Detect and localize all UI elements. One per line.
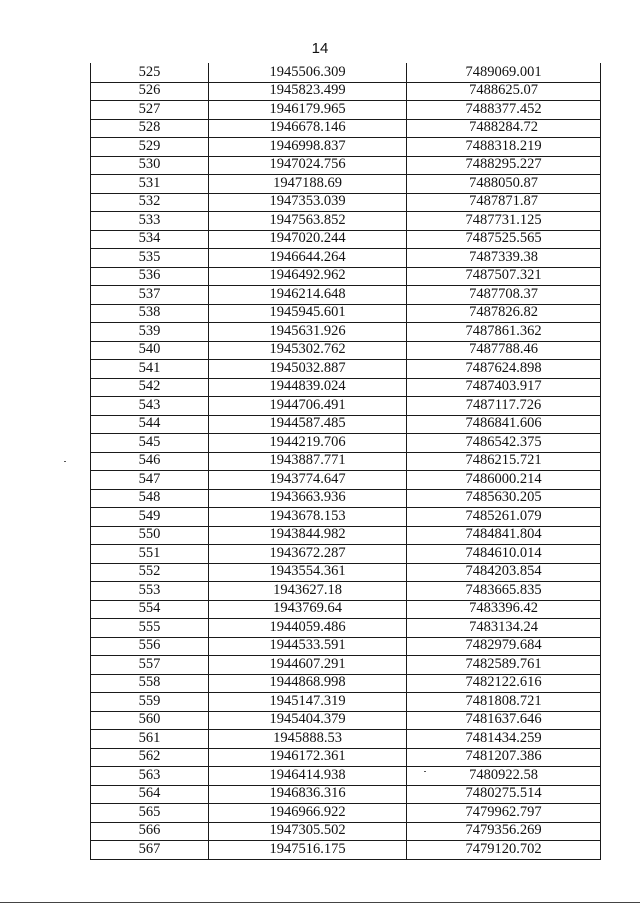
table-row <box>91 323 601 342</box>
table-row <box>91 674 601 693</box>
x-coordinate-cell: 1945404.379 <box>209 711 407 730</box>
x-coordinate-cell: 1946492.962 <box>209 267 407 286</box>
point-number-cell: 539 <box>91 323 209 342</box>
point-number-cell: 557 <box>91 656 209 675</box>
y-coordinate-cell: 7484841.804 <box>407 526 601 545</box>
point-number-cell: 564 <box>91 785 209 804</box>
x-coordinate-cell: 1943678.153 <box>209 508 407 527</box>
table-row <box>91 415 601 434</box>
table-row <box>91 508 601 527</box>
point-number-cell: 531 <box>91 175 209 194</box>
scan-speck <box>64 461 66 462</box>
table-row <box>91 656 601 675</box>
table-row <box>91 637 601 656</box>
x-coordinate-cell: 1947024.756 <box>209 156 407 175</box>
x-coordinate-cell: 1945032.887 <box>209 360 407 379</box>
x-coordinate-cell: 1946678.146 <box>209 119 407 138</box>
x-coordinate-cell: 1944839.024 <box>209 378 407 397</box>
table-row <box>91 101 601 120</box>
table-row <box>91 526 601 545</box>
y-coordinate-cell: 7487861.362 <box>407 323 601 342</box>
y-coordinate-cell: 7484203.854 <box>407 563 601 582</box>
table-row <box>91 212 601 231</box>
y-coordinate-cell: 7487525.565 <box>407 230 601 249</box>
x-coordinate-cell: 1946966.922 <box>209 804 407 823</box>
y-coordinate-cell: 7488625.07 <box>407 82 601 101</box>
y-coordinate-cell: 7480922.58 <box>407 767 601 786</box>
table-row <box>91 360 601 379</box>
y-coordinate-cell: 7485261.079 <box>407 508 601 527</box>
y-coordinate-cell: 7484610.014 <box>407 545 601 564</box>
y-coordinate-cell: 7487871.87 <box>407 193 601 212</box>
y-coordinate-cell: 7481637.646 <box>407 711 601 730</box>
y-coordinate-cell: 7488377.452 <box>407 101 601 120</box>
point-number-cell: 540 <box>91 341 209 360</box>
point-number-cell: 553 <box>91 582 209 601</box>
table-row <box>91 397 601 416</box>
x-coordinate-cell: 1943554.361 <box>209 563 407 582</box>
table-row <box>91 730 601 749</box>
x-coordinate-cell: 1946214.648 <box>209 286 407 305</box>
x-coordinate-cell: 1944533.591 <box>209 637 407 656</box>
y-coordinate-cell: 7479962.797 <box>407 804 601 823</box>
point-number-cell: 555 <box>91 619 209 638</box>
point-number-cell: 543 <box>91 397 209 416</box>
point-number-cell: 552 <box>91 563 209 582</box>
point-number-cell: 551 <box>91 545 209 564</box>
point-number-cell: 526 <box>91 82 209 101</box>
point-number-cell: 562 <box>91 748 209 767</box>
point-number-cell: 567 <box>91 841 209 860</box>
y-coordinate-cell: 7481207.386 <box>407 748 601 767</box>
x-coordinate-cell: 1945506.309 <box>209 64 407 83</box>
point-number-cell: 541 <box>91 360 209 379</box>
y-coordinate-cell: 7486000.214 <box>407 471 601 490</box>
x-coordinate-cell: 1944059.486 <box>209 619 407 638</box>
y-coordinate-cell: 7487117.726 <box>407 397 601 416</box>
x-coordinate-cell: 1945888.53 <box>209 730 407 749</box>
point-number-cell: 529 <box>91 138 209 157</box>
y-coordinate-cell: 7486542.375 <box>407 434 601 453</box>
point-number-cell: 534 <box>91 230 209 249</box>
table-row <box>91 711 601 730</box>
x-coordinate-cell: 1945147.319 <box>209 693 407 712</box>
table-row <box>91 230 601 249</box>
point-number-cell: 550 <box>91 526 209 545</box>
y-coordinate-cell: 7483665.835 <box>407 582 601 601</box>
x-coordinate-cell: 1945945.601 <box>209 304 407 323</box>
point-number-cell: 560 <box>91 711 209 730</box>
x-coordinate-cell: 1947353.039 <box>209 193 407 212</box>
table-row <box>91 563 601 582</box>
x-coordinate-cell: 1943774.647 <box>209 471 407 490</box>
point-number-cell: 549 <box>91 508 209 527</box>
table-row <box>91 138 601 157</box>
y-coordinate-cell: 7487624.898 <box>407 360 601 379</box>
y-coordinate-cell: 7487826.82 <box>407 304 601 323</box>
table-row <box>91 304 601 323</box>
y-coordinate-cell: 7480275.514 <box>407 785 601 804</box>
table-row <box>91 748 601 767</box>
y-coordinate-cell: 7489069.001 <box>407 64 601 83</box>
y-coordinate-cell: 7485630.205 <box>407 489 601 508</box>
table-row <box>91 119 601 138</box>
table-row <box>91 452 601 471</box>
table-row <box>91 64 601 83</box>
point-number-cell: 545 <box>91 434 209 453</box>
y-coordinate-cell: 7487403.917 <box>407 378 601 397</box>
point-number-cell: 544 <box>91 415 209 434</box>
y-coordinate-cell: 7481808.721 <box>407 693 601 712</box>
point-number-cell: 527 <box>91 101 209 120</box>
x-coordinate-cell: 1944219.706 <box>209 434 407 453</box>
point-number-cell: 566 <box>91 822 209 841</box>
y-coordinate-cell: 7482122.616 <box>407 674 601 693</box>
y-coordinate-cell: 7483134.24 <box>407 619 601 638</box>
y-coordinate-cell: 7488050.87 <box>407 175 601 194</box>
table-row <box>91 600 601 619</box>
coordinates-table-body <box>91 64 601 860</box>
coordinates-table <box>90 63 601 860</box>
y-coordinate-cell: 7479120.702 <box>407 841 601 860</box>
point-number-cell: 537 <box>91 286 209 305</box>
table-row <box>91 249 601 268</box>
point-number-cell: 530 <box>91 156 209 175</box>
x-coordinate-cell: 1947020.244 <box>209 230 407 249</box>
point-number-cell: 558 <box>91 674 209 693</box>
y-coordinate-cell: 7487788.46 <box>407 341 601 360</box>
y-coordinate-cell: 7479356.269 <box>407 822 601 841</box>
table-row <box>91 822 601 841</box>
y-coordinate-cell: 7488318.219 <box>407 138 601 157</box>
x-coordinate-cell: 1947563.852 <box>209 212 407 231</box>
table-row <box>91 841 601 860</box>
x-coordinate-cell: 1945631.926 <box>209 323 407 342</box>
y-coordinate-cell: 7488284.72 <box>407 119 601 138</box>
x-coordinate-cell: 1944607.291 <box>209 656 407 675</box>
table-row <box>91 785 601 804</box>
table-row <box>91 341 601 360</box>
x-coordinate-cell: 1945302.762 <box>209 341 407 360</box>
point-number-cell: 538 <box>91 304 209 323</box>
x-coordinate-cell: 1946998.837 <box>209 138 407 157</box>
x-coordinate-cell: 1943672.287 <box>209 545 407 564</box>
y-coordinate-cell: 7487731.125 <box>407 212 601 231</box>
point-number-cell: 525 <box>91 64 209 83</box>
point-number-cell: 532 <box>91 193 209 212</box>
point-number-cell: 535 <box>91 249 209 268</box>
table-row <box>91 582 601 601</box>
x-coordinate-cell: 1943769.64 <box>209 600 407 619</box>
table-row <box>91 82 601 101</box>
x-coordinate-cell: 1943844.982 <box>209 526 407 545</box>
x-coordinate-cell: 1946172.361 <box>209 748 407 767</box>
point-number-cell: 563 <box>91 767 209 786</box>
y-coordinate-cell: 7482589.761 <box>407 656 601 675</box>
point-number-cell: 548 <box>91 489 209 508</box>
x-coordinate-cell: 1943887.771 <box>209 452 407 471</box>
x-coordinate-cell: 1944706.491 <box>209 397 407 416</box>
x-coordinate-cell: 1946644.264 <box>209 249 407 268</box>
x-coordinate-cell: 1945823.499 <box>209 82 407 101</box>
table-row <box>91 693 601 712</box>
table-row <box>91 434 601 453</box>
table-row <box>91 286 601 305</box>
point-number-cell: 547 <box>91 471 209 490</box>
scan-speck <box>424 771 426 772</box>
table-row <box>91 267 601 286</box>
y-coordinate-cell: 7482979.684 <box>407 637 601 656</box>
point-number-cell: 546 <box>91 452 209 471</box>
x-coordinate-cell: 1943663.936 <box>209 489 407 508</box>
y-coordinate-cell: 7481434.259 <box>407 730 601 749</box>
x-coordinate-cell: 1943627.18 <box>209 582 407 601</box>
x-coordinate-cell: 1944868.998 <box>209 674 407 693</box>
point-number-cell: 561 <box>91 730 209 749</box>
table-row <box>91 156 601 175</box>
x-coordinate-cell: 1944587.485 <box>209 415 407 434</box>
point-number-cell: 528 <box>91 119 209 138</box>
point-number-cell: 559 <box>91 693 209 712</box>
table-row <box>91 471 601 490</box>
table-row <box>91 619 601 638</box>
x-coordinate-cell: 1946414.938 <box>209 767 407 786</box>
y-coordinate-cell: 7487507.321 <box>407 267 601 286</box>
x-coordinate-cell: 1947188.69 <box>209 175 407 194</box>
point-number-cell: 556 <box>91 637 209 656</box>
table-row <box>91 378 601 397</box>
y-coordinate-cell: 7487708.37 <box>407 286 601 305</box>
y-coordinate-cell: 7487339.38 <box>407 249 601 268</box>
point-number-cell: 542 <box>91 378 209 397</box>
x-coordinate-cell: 1947305.502 <box>209 822 407 841</box>
point-number-cell: 536 <box>91 267 209 286</box>
table-row <box>91 193 601 212</box>
table-row <box>91 489 601 508</box>
point-number-cell: 565 <box>91 804 209 823</box>
y-coordinate-cell: 7486215.721 <box>407 452 601 471</box>
x-coordinate-cell: 1946836.316 <box>209 785 407 804</box>
y-coordinate-cell: 7486841.606 <box>407 415 601 434</box>
page-number: 14 <box>311 40 329 57</box>
table-row <box>91 767 601 786</box>
table-row <box>91 175 601 194</box>
page-bottom-rule <box>0 902 640 903</box>
point-number-cell: 554 <box>91 600 209 619</box>
y-coordinate-cell: 7488295.227 <box>407 156 601 175</box>
table-row <box>91 545 601 564</box>
point-number-cell: 533 <box>91 212 209 231</box>
x-coordinate-cell: 1946179.965 <box>209 101 407 120</box>
y-coordinate-cell: 7483396.42 <box>407 600 601 619</box>
table-row <box>91 804 601 823</box>
x-coordinate-cell: 1947516.175 <box>209 841 407 860</box>
